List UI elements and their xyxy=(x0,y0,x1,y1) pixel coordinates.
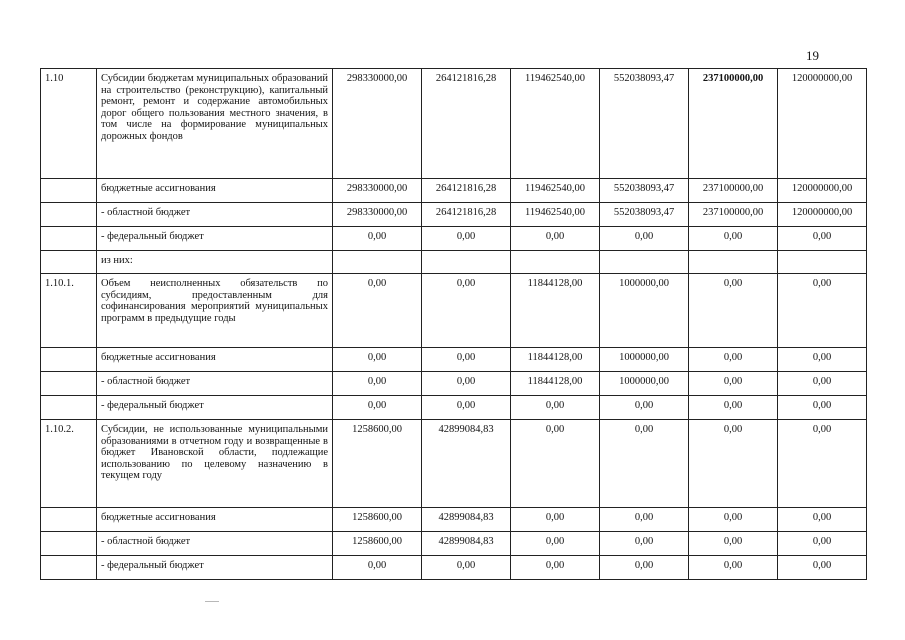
value-cell: 0,00 xyxy=(778,227,867,251)
value-cell: 0,00 xyxy=(689,396,778,420)
value-cell: 0,00 xyxy=(422,227,511,251)
value-cell: 0,00 xyxy=(511,227,600,251)
value-cell: 42899084,83 xyxy=(422,420,511,508)
value-cell: 0,00 xyxy=(778,508,867,532)
section-row xyxy=(41,274,867,348)
value-cell: 552038093,47 xyxy=(600,69,689,179)
value-cell: 237100000,00 xyxy=(689,179,778,203)
value-cell: 120000000,00 xyxy=(778,203,867,227)
value-cell: 119462540,00 xyxy=(511,179,600,203)
value-cell: 264121816,28 xyxy=(422,179,511,203)
value-cell: 0,00 xyxy=(511,556,600,580)
section-code: 1.10.1. xyxy=(41,274,97,348)
value-cell: 119462540,00 xyxy=(511,203,600,227)
note-label: из них: xyxy=(97,251,333,274)
table-row xyxy=(41,508,867,532)
row-label: - федеральный бюджет xyxy=(97,556,333,580)
section-title: Субсидии, не использованные муниципальными образованиями в отчетном году и возвращенные в бюджет Ивановской области, подлежащие использованию по целевому назначению в текущем году xyxy=(97,420,333,508)
section-row xyxy=(41,69,867,179)
row-label: бюджетные ассигнования xyxy=(97,508,333,532)
value-cell: 552038093,47 xyxy=(600,179,689,203)
table-row xyxy=(41,227,867,251)
value-cell: 42899084,83 xyxy=(422,532,511,556)
section-title: Субсидии бюджетам муниципальных образований на строительство (реконструкцию), капитальный ремонт, ремонт и содержание автомобильных дорог общего пользования местного значения, в том числе на формирование муниципальных дорожных фондов xyxy=(97,69,333,179)
value-cell: 0,00 xyxy=(511,420,600,508)
value-cell: 120000000,00 xyxy=(778,179,867,203)
value-cell: 1000000,00 xyxy=(600,372,689,396)
table-row xyxy=(41,203,867,227)
value-cell: 0,00 xyxy=(689,274,778,348)
value-cell: 1000000,00 xyxy=(600,274,689,348)
table-row xyxy=(41,179,867,203)
table-row xyxy=(41,372,867,396)
value-cell: 0,00 xyxy=(333,372,422,396)
value-cell: 1258600,00 xyxy=(333,508,422,532)
value-cell: 0,00 xyxy=(689,556,778,580)
value-cell: 11844128,00 xyxy=(511,372,600,396)
value-cell: 264121816,28 xyxy=(422,203,511,227)
value-cell: 0,00 xyxy=(778,532,867,556)
value-cell: 0,00 xyxy=(689,532,778,556)
value-cell: 298330000,00 xyxy=(333,179,422,203)
table-row xyxy=(41,396,867,420)
row-label: - областной бюджет xyxy=(97,203,333,227)
value-cell: 0,00 xyxy=(422,556,511,580)
page-number: 19 xyxy=(806,48,819,63)
value-cell: 298330000,00 xyxy=(333,203,422,227)
value-cell: 0,00 xyxy=(600,420,689,508)
value-cell: 0,00 xyxy=(689,227,778,251)
value-cell: 11844128,00 xyxy=(511,348,600,372)
value-cell: 0,00 xyxy=(422,372,511,396)
value-cell: 0,00 xyxy=(333,556,422,580)
row-label: - федеральный бюджет xyxy=(97,396,333,420)
value-cell: 0,00 xyxy=(600,508,689,532)
table-row xyxy=(41,532,867,556)
value-cell: 0,00 xyxy=(689,420,778,508)
value-cell: 120000000,00 xyxy=(778,69,867,179)
value-cell: 42899084,83 xyxy=(422,508,511,532)
value-cell: 0,00 xyxy=(689,348,778,372)
value-cell: 0,00 xyxy=(333,274,422,348)
value-cell: 0,00 xyxy=(511,396,600,420)
budget-table xyxy=(40,68,867,580)
value-cell: 1258600,00 xyxy=(333,420,422,508)
value-cell: 0,00 xyxy=(333,396,422,420)
value-cell: 0,00 xyxy=(778,348,867,372)
value-cell: 1000000,00 xyxy=(600,348,689,372)
section-code: 1.10.2. xyxy=(41,420,97,508)
row-label: бюджетные ассигнования xyxy=(97,179,333,203)
value-cell: 119462540,00 xyxy=(511,69,600,179)
section-code: 1.10 xyxy=(41,69,97,179)
value-cell: 11844128,00 xyxy=(511,274,600,348)
value-cell: 0,00 xyxy=(422,274,511,348)
value-cell: 0,00 xyxy=(778,372,867,396)
value-cell: 0,00 xyxy=(778,396,867,420)
value-cell: 0,00 xyxy=(689,372,778,396)
table-row xyxy=(41,348,867,372)
value-cell: 0,00 xyxy=(422,348,511,372)
value-cell: 237100000,00 xyxy=(689,69,778,179)
row-label: бюджетные ассигнования xyxy=(97,348,333,372)
value-cell: 237100000,00 xyxy=(689,203,778,227)
row-label: - областной бюджет xyxy=(97,532,333,556)
value-cell: 0,00 xyxy=(333,227,422,251)
value-cell: 0,00 xyxy=(778,420,867,508)
value-cell: 0,00 xyxy=(600,227,689,251)
value-cell: 298330000,00 xyxy=(333,69,422,179)
table-row xyxy=(41,556,867,580)
value-cell: 0,00 xyxy=(600,396,689,420)
value-cell: 0,00 xyxy=(778,556,867,580)
section-row xyxy=(41,420,867,508)
section-title: Объем неисполненных обязательств по субсидиям, предоставленным для софинансирования мероприятий муниципальных программ в предыдущие годы xyxy=(97,274,333,348)
value-cell: 0,00 xyxy=(511,532,600,556)
note-row xyxy=(41,251,867,274)
value-cell: 0,00 xyxy=(333,348,422,372)
row-label: - областной бюджет xyxy=(97,372,333,396)
value-cell: 0,00 xyxy=(600,556,689,580)
value-cell: 0,00 xyxy=(689,508,778,532)
value-cell: 1258600,00 xyxy=(333,532,422,556)
scan-artifact xyxy=(205,601,219,602)
value-cell: 0,00 xyxy=(600,532,689,556)
value-cell: 0,00 xyxy=(778,274,867,348)
value-cell: 552038093,47 xyxy=(600,203,689,227)
value-cell: 0,00 xyxy=(511,508,600,532)
value-cell: 0,00 xyxy=(422,396,511,420)
value-cell: 264121816,28 xyxy=(422,69,511,179)
row-label: - федеральный бюджет xyxy=(97,227,333,251)
